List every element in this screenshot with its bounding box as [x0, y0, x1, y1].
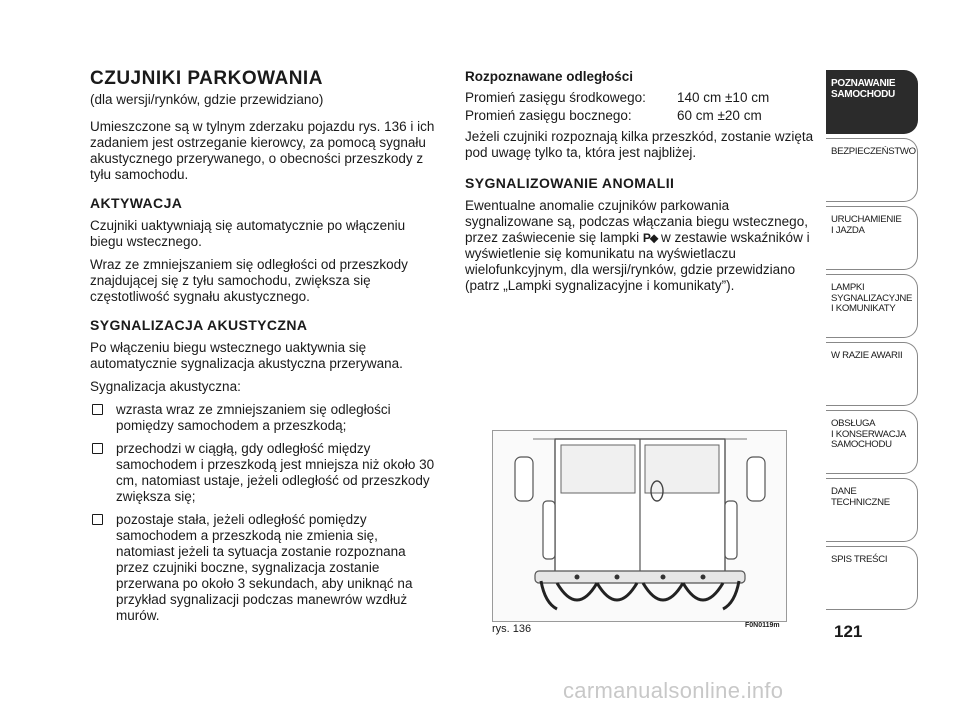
range-label: Promień zasięgu bocznego:	[465, 108, 632, 123]
tab-label: W RAZIE AWARII	[831, 350, 903, 361]
acoustic-paragraph-1: Po włączeniu biegu wstecznego uaktywnia się automatycznie sygnalizacja akustyczna przerywana.	[90, 340, 403, 371]
tab-emergency[interactable]	[826, 342, 918, 406]
range-row-side	[465, 107, 815, 125]
parking-sensor-warning-icon: P⬥	[642, 231, 658, 245]
tab-label: POZNAWANIE SAMOCHODU	[831, 78, 896, 100]
figure-caption: rys. 136	[492, 623, 532, 635]
ranges-note: Jeżeli czujniki rozpoznają kilka przeszkód, zostanie wzięta pod uwagę tylko ta, która jest najbliżej.	[465, 129, 814, 160]
checkbox-bullet-icon	[92, 514, 103, 525]
list-item-text: pozostaje stała, jeżeli odległość pomiędzy samochodem a przeszkodą nie zmienia się, natomiast jeżeli ta sytuacja zostanie rozpoznana przez czujniki boczne, sygnalizacja zostanie przerwana po około 3 sekundach, aby uniknąć na przykład sygnalizacji podczas manewrów wzdłuż murów.	[116, 512, 413, 623]
tab-warning-lights[interactable]	[826, 274, 918, 338]
list-item-text: przechodzi w ciągłą, gdy odległość między samochodem i przeszkodą jest mniejsza niż około 30 cm, natomiast ustaje, jeżeli odległość od przeszkody zwiększa się;	[116, 441, 435, 504]
anomaly-paragraph	[465, 198, 815, 294]
tab-technical-data[interactable]	[826, 478, 918, 542]
tab-safety[interactable]	[826, 138, 918, 202]
tab-label: SPIS TREŚCI	[831, 554, 888, 565]
left-column	[90, 68, 435, 631]
activation-paragraph-1: Czujniki uaktywniają się automatycznie po włączeniu biegu wstecznego.	[90, 218, 406, 249]
range-label: Promień zasięgu środkowego:	[465, 90, 646, 105]
activation-paragraph-2: Wraz ze zmniejszaniem się odległości od przeszkody znajdującej się z tyłu samochodu, zwiększa się częstotliwość sygnału akustycznego.	[90, 257, 408, 304]
anomaly-text-after: w zestawie wskaźników i wyświetlenie się komunikatu na wyświetlaczu wielofunkcyjnym, dla wersji/rynków, gdzie przewidziano (patrz „Lampki sygnalizacyjne i komunikaty”).	[465, 230, 810, 293]
acoustic-bullet-list	[90, 402, 435, 624]
vehicle-rear-illustration	[492, 430, 787, 622]
acoustic-paragraph-2: Sygnalizacja akustyczna:	[90, 379, 241, 394]
section-heading-acoustic: SYGNALIZACJA AKUSTYCZNA	[90, 317, 308, 333]
checkbox-bullet-icon	[92, 443, 103, 454]
list-item-text: wzrasta wraz ze zmniejszaniem się odległości pomiędzy samochodem a przeszkodą;	[116, 402, 391, 433]
range-value: 60 cm ±20 cm	[677, 108, 762, 123]
range-value: 140 cm ±10 cm	[677, 90, 770, 105]
intro-paragraph: Umieszczone są w tylnym zderzaku pojazdu rys. 136 i ich zadaniem jest ostrzeganie kierowcy, za pomocą sygnału akustycznego przerywanego, o obecności przeszkody z tyłu samochodu.	[90, 119, 435, 182]
tab-label: DANE TECHNICZNE	[831, 486, 890, 508]
list-item	[90, 441, 435, 505]
page-subtitle: (dla wersji/rynków, gdzie przewidziano)	[90, 92, 324, 107]
tab-starting-driving[interactable]	[826, 206, 918, 270]
tab-vehicle-overview[interactable]	[826, 70, 918, 134]
list-item	[90, 512, 435, 624]
right-column	[465, 68, 815, 301]
section-heading-anomaly: SYGNALIZOWANIE ANOMALII	[465, 175, 675, 191]
tab-label: OBSŁUGA I KONSERWACJA SAMOCHODU	[831, 418, 906, 450]
page-title: CZUJNIKI PARKOWANIA	[90, 68, 323, 89]
watermark: carmanualsonline.info	[563, 678, 784, 703]
anomaly-text-before: Ewentualne anomalie czujników parkowania sygnalizowane są, podczas włączania biegu wstecznego, przez zaświecenie się lampki	[465, 198, 808, 245]
ranges-heading: Rozpoznawane odległości	[465, 69, 634, 84]
tab-label: URUCHAMIENIE I JAZDA	[831, 214, 902, 236]
range-row-center	[465, 89, 815, 107]
tab-maintenance[interactable]	[826, 410, 918, 474]
tab-index[interactable]	[826, 546, 918, 610]
page-number: 121	[834, 622, 863, 641]
figure-code: F0N0119m	[745, 622, 780, 629]
chapter-tab-sidebar	[826, 70, 918, 614]
tab-label: LAMPKI SYGNALIZACYJNE I KOMUNIKATY	[831, 282, 913, 314]
section-heading-activation: AKTYWACJA	[90, 195, 183, 211]
van-rear-drawing	[493, 431, 786, 621]
tab-label: BEZPIECZEŃSTWO	[831, 146, 916, 157]
checkbox-bullet-icon	[92, 404, 103, 415]
list-item	[90, 402, 435, 434]
